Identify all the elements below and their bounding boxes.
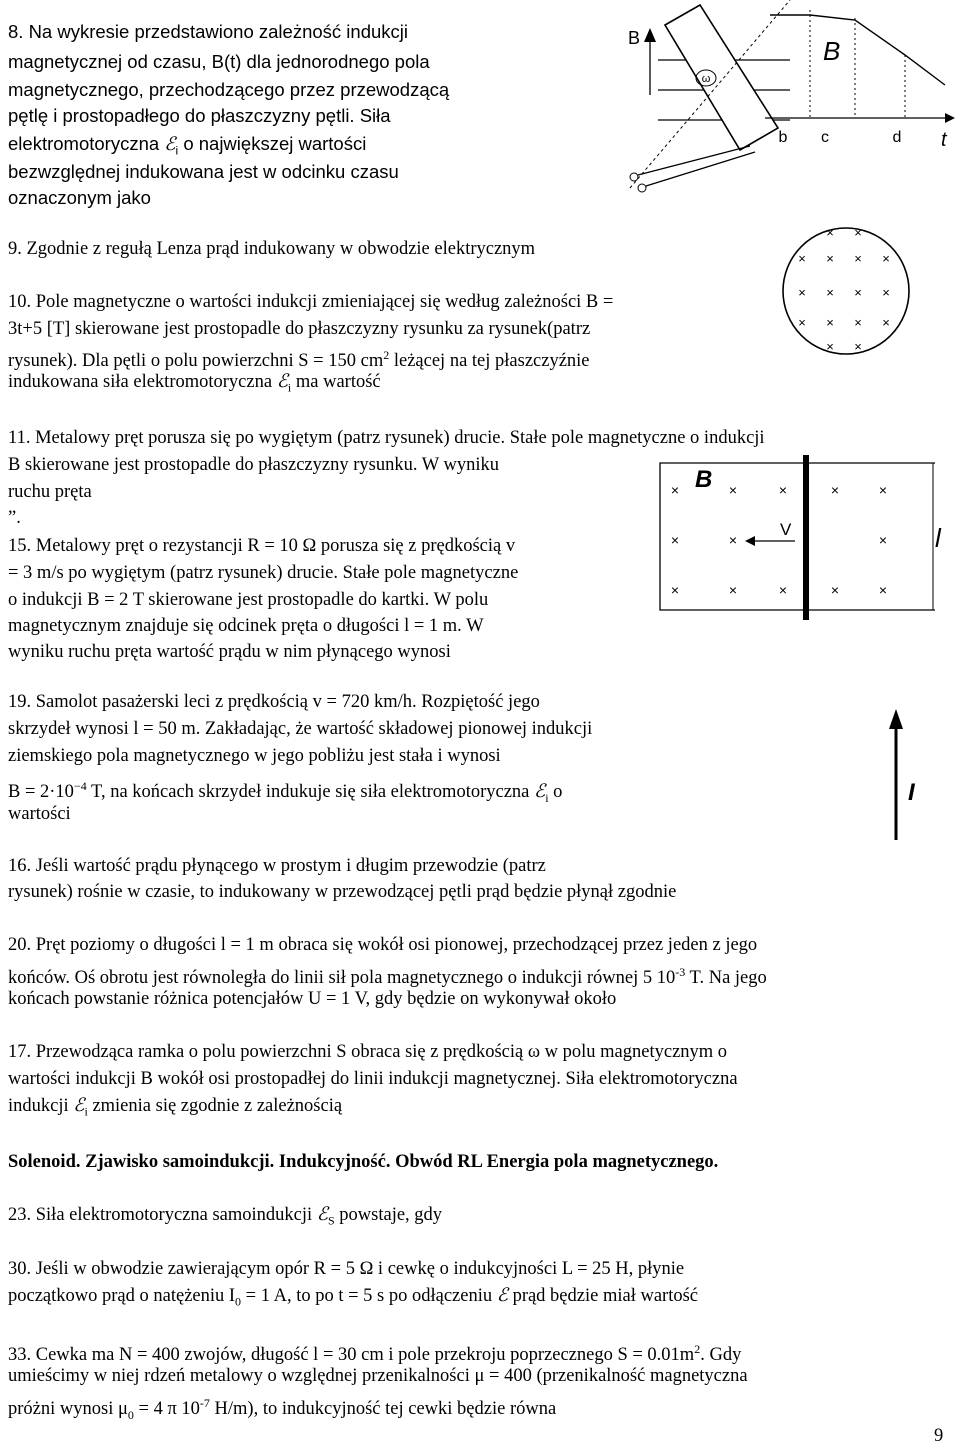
q8-line-1: 8. Na wykresie przedstawiono zależność indukcji <box>8 21 408 42</box>
q33-line-1-sup: 2 <box>694 1342 701 1356</box>
field-cross-mark: × <box>798 285 806 300</box>
emf-sub: i <box>545 790 549 805</box>
field-cross-mark: × <box>882 315 890 330</box>
field-crosses <box>798 225 890 354</box>
field-cross-mark: × <box>728 482 738 498</box>
terminal-2 <box>638 184 646 192</box>
q10-line-4a: indukowana siła elektromotoryczna <box>8 372 277 392</box>
q20-line-3: końcach powstanie różnica potencjałów U = 1 V, gdy będzie on wykonywał około <box>8 989 617 1009</box>
q33-line-3-sup: -7 <box>199 1396 210 1410</box>
q19-line-5: wartości <box>8 804 71 824</box>
q8-line-6: bezwzględnej indukowana jest w odcinku czasu <box>8 161 399 182</box>
q20-line-2 <box>8 960 767 990</box>
q20-line-1: 20. Pręt poziomy o długości l = 1 m obraca się wokół osi pionowej, przechodzącej przez jeden z jego <box>8 935 758 955</box>
q8-line-4: pętlę i prostopadłego do płaszczyzny pętli. Siła <box>8 105 391 126</box>
emf-symbol: ℰ <box>276 372 288 392</box>
current-arrow <box>889 709 903 729</box>
field-arrow-head <box>644 28 656 42</box>
field-cross-mark: × <box>830 582 840 598</box>
field-cross-mark: × <box>882 251 890 266</box>
q20-line-2b: T. Na jego <box>685 968 767 989</box>
q23-a: 23. Siła elektromotoryczna samoindukcji <box>8 1205 317 1225</box>
field-cross-mark: × <box>826 225 834 240</box>
q33-line-1b: . Gdy <box>700 1345 742 1366</box>
q15-line-4: magnetycznym znajduje się odcinek pręta o długości l = 1 m. W <box>8 616 484 636</box>
field-cross-mark: × <box>778 482 788 498</box>
q15-line-1: 15. Metalowy pręt o rezystancji R = 10 Ω porusza się z prędkością v <box>8 536 516 556</box>
page-number: 9 <box>934 1426 944 1446</box>
emf-symbol: ℰ <box>496 1286 508 1306</box>
q10-line-3-sup: 2 <box>383 348 390 362</box>
q8-line-5b: o największej wartości <box>183 133 367 154</box>
q8-line-7: oznaczonym jako <box>8 187 151 208</box>
bt-curve <box>770 15 945 85</box>
fig-v-label: V <box>780 520 792 539</box>
q19-line-1: 19. Samolot pasażerski leci z prędkością v = 720 km/h. Rozpiętość jego <box>8 692 540 712</box>
field-cross-mark: × <box>670 482 680 498</box>
q17-line-1: 17. Przewodząca ramka o polu powierzchni S obraca się z prędkością ω w polu magnetycznym o <box>8 1042 728 1062</box>
q20-line-2a: końców. Oś obrotu jest równoległa do linii sił pola magnetycznego o indukcji równej 5 10 <box>8 968 676 989</box>
q8-line-5a: elektromotoryczna <box>8 133 160 154</box>
field-cross-mark: × <box>826 285 834 300</box>
q17-line-3 <box>8 1094 342 1124</box>
field-cross-mark: × <box>854 315 862 330</box>
terminal-1 <box>630 173 638 181</box>
field-cross-mark: × <box>826 315 834 330</box>
rail-rod-figure <box>655 455 955 620</box>
q11-line-1: 11. Metalowy pręt porusza się po wygiętym (patrz rysunek) drucie. Stałe pole magnetyczne o indukcji <box>8 428 765 448</box>
q23-b: powstaje, gdy <box>334 1205 443 1225</box>
field-cross-mark: × <box>778 582 788 598</box>
field-cross-mark: × <box>854 225 862 240</box>
q8-bt-graph <box>745 0 955 160</box>
field-cross-mark: × <box>728 582 738 598</box>
graph-x-label: t <box>941 129 947 151</box>
tick-c: c <box>821 129 829 146</box>
q30-line-2c: prąd będzie miał wartość <box>507 1286 698 1306</box>
q30-line-2-sub: 0 <box>235 1294 242 1309</box>
q10-line-1: 10. Pole magnetyczne o wartości indukcji zmieniającej się według zależności B = <box>8 292 614 312</box>
q10-line-4 <box>8 370 381 400</box>
field-cross-mark: × <box>882 285 890 300</box>
q33-line-2: umieścimy w niej rdzeń metalowy o względnej przenikalności μ = 400 (przenikalność magnetyczna <box>8 1366 748 1386</box>
q20-line-2-sup: -3 <box>675 965 686 979</box>
field-cross-mark: × <box>670 582 680 598</box>
field-cross-mark: × <box>728 532 738 548</box>
q33-line-1a: 33. Cewka ma N = 400 zwojów, długość l = 30 cm i pole przekroju poprzecznego S = 0.01m <box>8 1345 695 1366</box>
q33-line-3-sub: 0 <box>127 1407 134 1422</box>
q17-line-3b: zmienia się zgodnie z zależnością <box>87 1096 343 1116</box>
q16-line-2: rysunek) rośnie w czasie, to indukowany w przewodzącej pętli prąd będzie płynął zgodnie <box>8 882 677 902</box>
field-cross-mark: × <box>798 251 806 266</box>
q23-text <box>8 1203 442 1233</box>
emf-symbol: ℰ <box>73 1096 85 1116</box>
q10-line-4b: ma wartość <box>291 372 381 392</box>
q11-line-2: B skierowane jest prostopadle do płaszczyzny rysunku. W wyniku <box>8 455 500 475</box>
tick-b: b <box>778 129 788 146</box>
emf-symbol: ℰ <box>164 135 176 155</box>
q10-field-circle <box>780 225 912 357</box>
q8-line-2: magnetycznej od czasu, B(t) dla jednorodnego pola <box>8 51 430 72</box>
q23-sub: S <box>327 1213 335 1228</box>
field-cross-mark: × <box>826 339 834 354</box>
field-cross-mark: × <box>826 251 834 266</box>
q11-line-4: ”. <box>8 508 21 528</box>
emf-symbol: ℰ <box>534 782 546 803</box>
emf-sub: i <box>175 143 179 158</box>
q9-text: 9. Zgodnie z regułą Lenza prąd indukowany w obwodzie elektrycznym <box>8 239 536 259</box>
section-heading: Solenoid. Zjawisko samoindukcji. Indukcyjność. Obwód RL Energia pola magnetycznego. <box>8 1152 719 1172</box>
q33-line-3c: H/m), to indukcyjność tej cewki będzie równa <box>209 1399 557 1420</box>
q10-line-2: 3t+5 [T] skierowane jest prostopadle do płaszczyzny rysunku za rysunek(patrz <box>8 319 591 339</box>
q10-line-3 <box>8 343 590 373</box>
field-cross-mark: × <box>854 251 862 266</box>
q30-line-2a: początkowo prąd o natężeniu I <box>8 1286 236 1306</box>
q30-line-1: 30. Jeśli w obwodzie zawierającym opór R = 5 Ω i cewkę o indukcyjności L = 25 H, płynie <box>8 1259 685 1279</box>
q19-line-2: skrzydeł wynosi l = 50 m. Zakładając, że wartość składowej pionowej indukcji <box>8 719 593 739</box>
field-cross-mark: × <box>854 339 862 354</box>
emf-sub: i <box>287 380 292 395</box>
q16-line-1: 16. Jeśli wartość prądu płynącego w prostym i długim przewodzie (patrz <box>8 856 546 876</box>
omega-label: ω <box>701 73 711 85</box>
field-cross-mark: × <box>878 582 888 598</box>
q10-line-3a: rysunek). Dla pętli o polu powierzchni S = 150 cm <box>8 351 384 372</box>
emf-sub: i <box>84 1104 88 1119</box>
field-cross-mark: × <box>670 532 680 548</box>
fig-b-label: B <box>695 466 713 493</box>
q11-line-3: ruchu pręta <box>8 482 92 502</box>
q19-line-4b: , na końcach skrzydeł indukuje się siła elektromotoryczna <box>100 782 534 803</box>
field-crosses <box>671 482 887 598</box>
field-cross-mark: × <box>798 315 806 330</box>
q17-line-2: wartości indukcji B wokół osi prostopadłej do linii indukcji magnetycznej. Siła elektromotoryczna <box>8 1069 738 1089</box>
emf-symbol: ℰ <box>316 1205 328 1225</box>
q17-line-3a: indukcji <box>8 1096 74 1116</box>
moving-rod <box>803 455 809 620</box>
q15-line-5: wyniku ruchu pręta wartość prądu w nim płynącego wynosi <box>8 642 451 662</box>
graph-y-label: B <box>823 36 841 66</box>
tick-d: d <box>892 129 902 146</box>
q8-line-3: magnetycznego, przechodzącego przez przewodzącą <box>8 79 450 100</box>
q33-line-3a: próżni wynosi μ <box>8 1399 128 1420</box>
formula-unit: T <box>86 782 101 803</box>
q33-line-3 <box>8 1391 556 1427</box>
q19-line-4c: o <box>548 782 563 803</box>
field-cross-mark: × <box>830 482 840 498</box>
q30-line-2 <box>8 1284 698 1314</box>
field-cross-mark: × <box>878 482 888 498</box>
field-cross-mark: × <box>878 532 888 548</box>
q19-line-3: ziemskiego pola magnetycznego w jego pobliżu jest stała i wynosi <box>8 746 501 766</box>
q33-line-3b: = 4 π 10 <box>133 1399 200 1420</box>
q15-line-2: = 3 m/s po wygiętym (patrz rysunek) drucie. Stałe pole magnetyczne <box>8 563 519 583</box>
formula-main: B = 2·10 <box>8 782 74 803</box>
loop-b-label: B <box>628 28 641 48</box>
formula-exp: −4 <box>73 779 87 793</box>
current-wire-figure <box>880 705 940 845</box>
q10-line-3b: leżącej na tej płaszczyźnie <box>389 351 590 372</box>
q19-line-4 <box>8 774 562 810</box>
q15-line-3: o indukcji B = 2 T skierowane jest prostopadle do kartki. W polu <box>8 590 489 610</box>
q33-line-1 <box>8 1337 741 1367</box>
fig-l-label: l <box>935 523 941 553</box>
field-cross-mark: × <box>854 285 862 300</box>
current-label: I <box>908 779 915 806</box>
q30-line-2b: = 1 A, to po t = 5 s po odłączeniu <box>241 1286 497 1306</box>
q8-line-5 <box>8 132 366 163</box>
